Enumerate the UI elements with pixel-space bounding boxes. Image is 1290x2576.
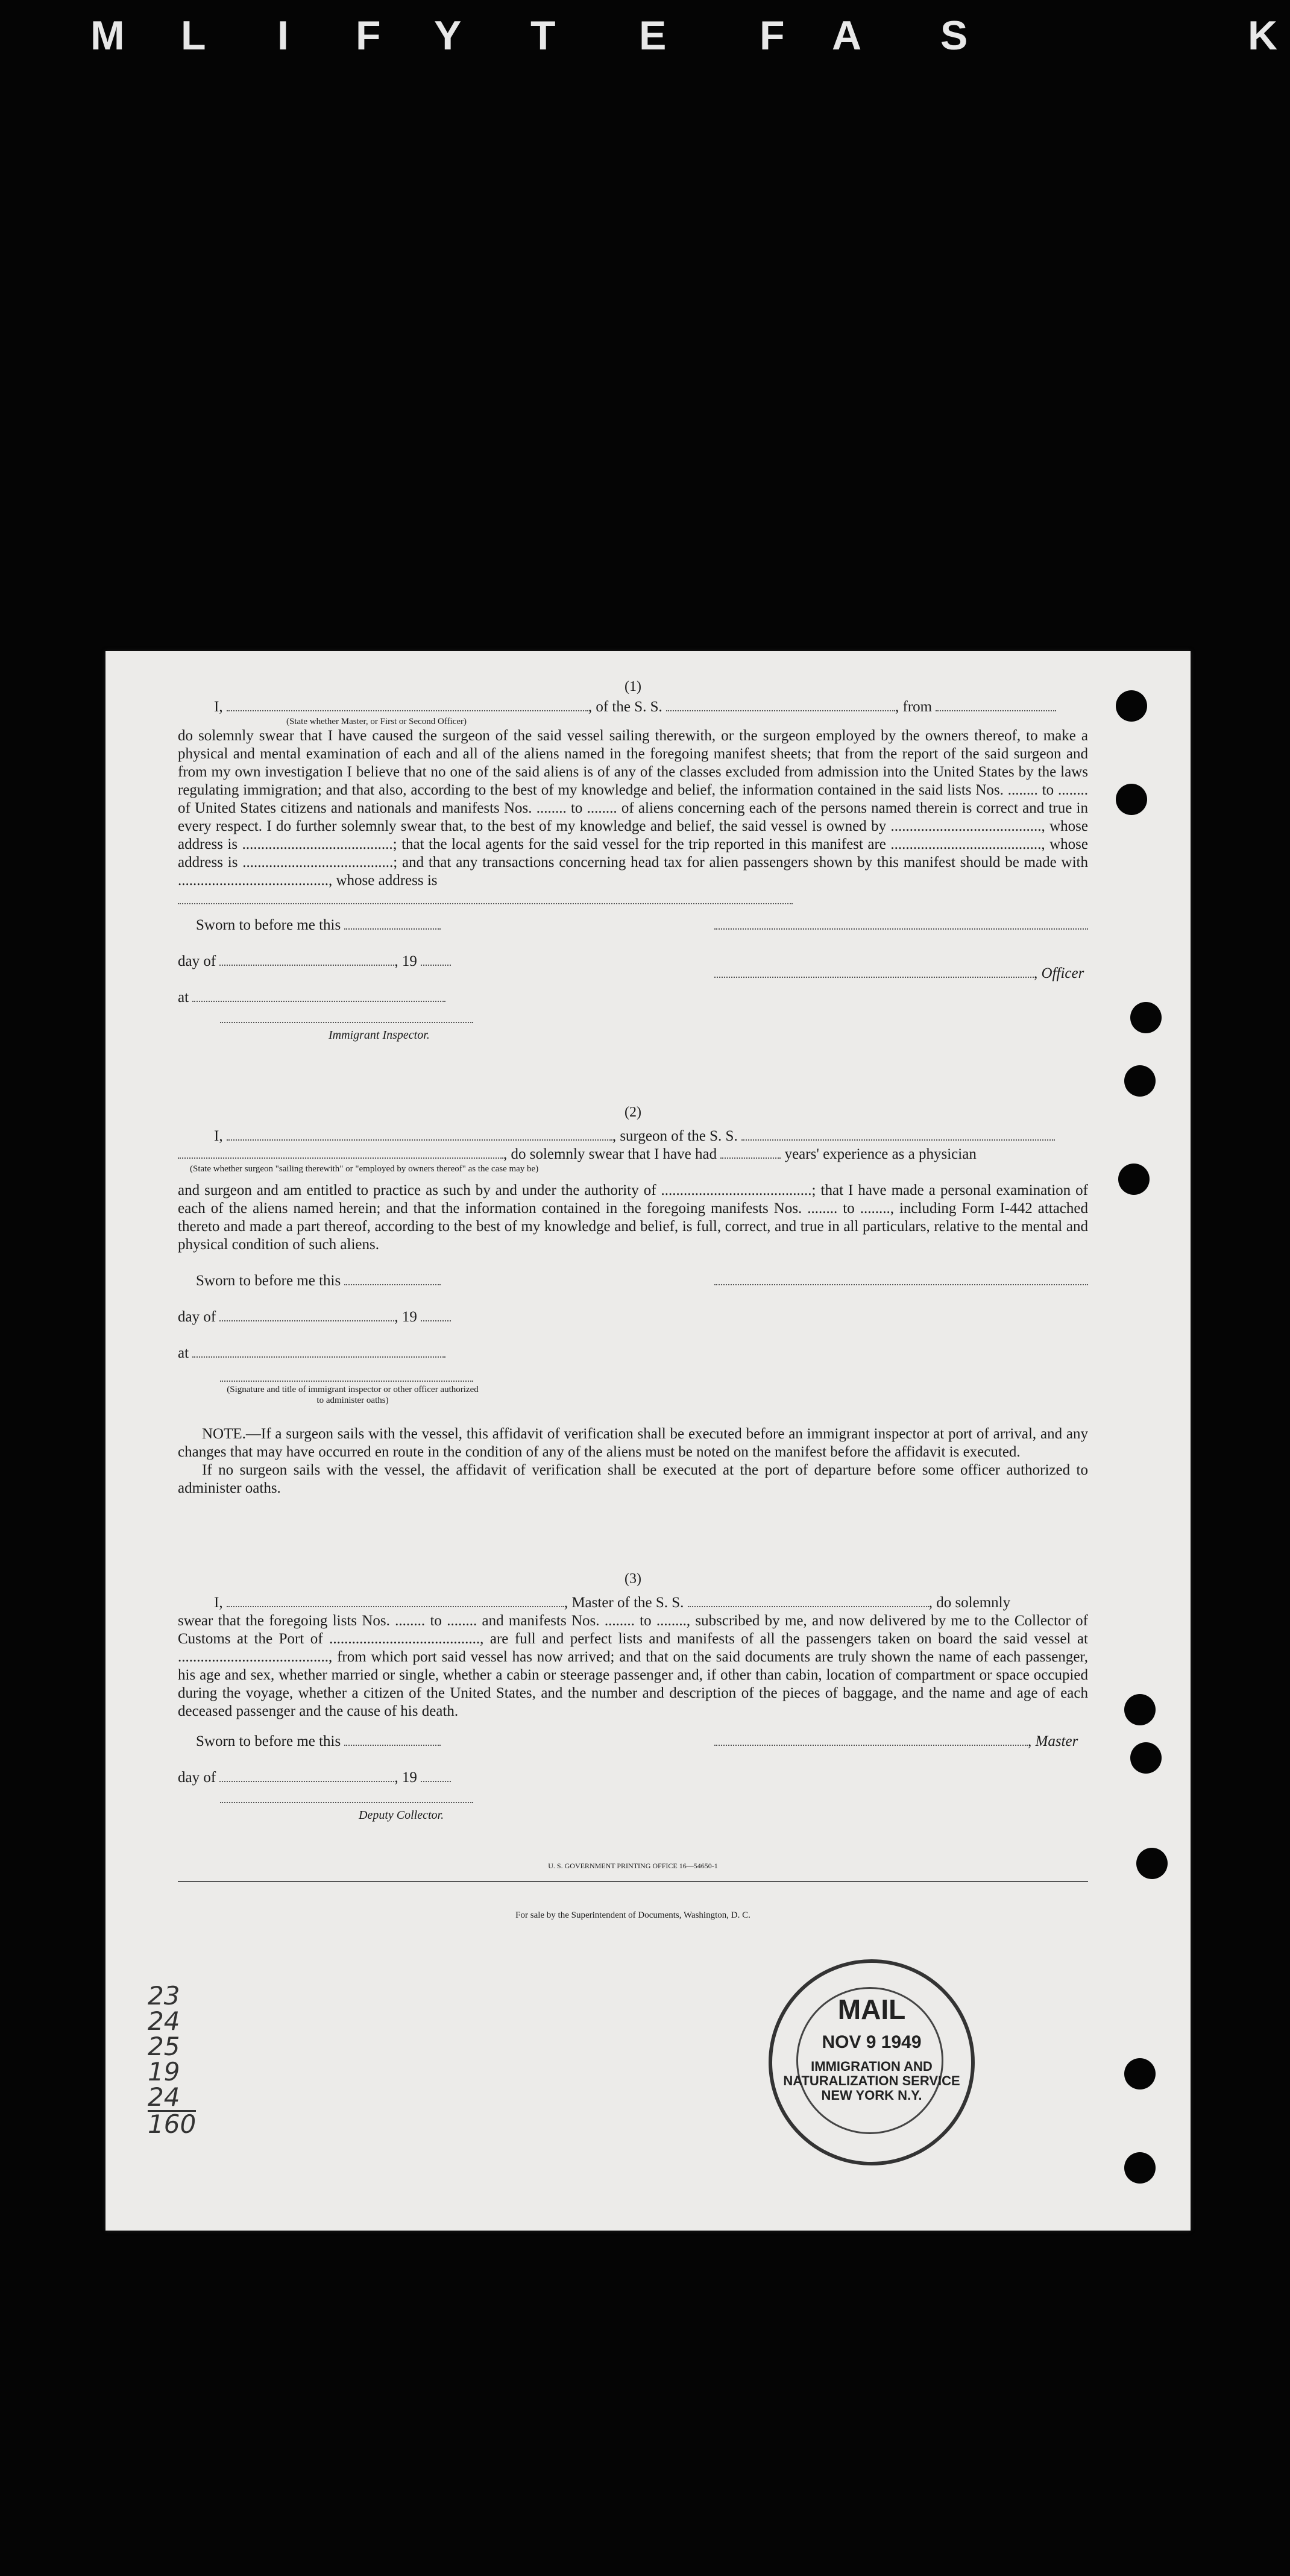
section-3-number: (3) <box>625 1571 641 1587</box>
section-2-number: (2) <box>625 1104 641 1120</box>
section-3-body: swear that the foregoing lists Nos. ........ to ........ and manifests Nos. ........ to ........, subscribed by me, and now delivered by me to the Collector of Customs at the Port of ........................................, are full and perfect lists and manifests of all the passengers taken on board the said vessel at ........................................, from which port said vessel has now arrived; and that on the said documents are truly shown the name of each passenger, his age and sex, whether married or single, whether a cabin or steerage passenger and, if other than cabin, location of compartment or space occupied during the voyage, whether a citizen of the United States, and the number and description of the pieces of baggage, and the name and age of each deceased passenger and the cause of his death. <box>178 1613 1088 1719</box>
mail-received-stamp: MAIL NOV 9 1949 IMMIGRATION AND NATURALIZATION SERVICE NEW YORK N.Y. <box>769 1959 975 2165</box>
film-letter: Y <box>434 13 462 58</box>
section-1-number: (1) <box>625 679 641 694</box>
address-blank <box>178 890 793 904</box>
surgeon-note: NOTE.—If a surgeon sails with the vessel, this affidavit of verification shall be executed before an immigrant inspector at port of arrival, and any changes that may have occurred en route in the condition of any of the aliens must be noted on the manifest before the affidavit is executed. <box>178 1426 1088 1460</box>
punch-hole <box>1124 1065 1156 1097</box>
film-letter: F <box>356 13 381 58</box>
master-label: , Master <box>1028 1733 1078 1749</box>
origin-port-blank <box>936 698 1056 711</box>
film-letter: F <box>760 13 785 58</box>
immigrant-inspector-label: Immigrant Inspector. <box>329 1028 430 1042</box>
section-2-signature-caption: (Signature and title of immigrant inspector or other officer authorized to administer oaths) <box>227 1385 479 1405</box>
master-name-blank <box>227 698 588 711</box>
section-2-signature-block: Sworn to before me this day of , 19 at (Signature and title of immigrant inspector or other officer authorized to administer oaths) <box>178 1266 1088 1423</box>
section-2-caption: (State whether surgeon "sailing therewith" or "employed by owners thereof" as the case may be) <box>190 1164 539 1174</box>
punch-hole <box>1136 1848 1168 1879</box>
punch-hole <box>1130 1002 1162 1033</box>
deputy-collector-label: Deputy Collector. <box>359 1809 444 1822</box>
section-3-heading-line: I, , Master of the S. S. , do solemnly <box>214 1595 1011 1611</box>
film-letter: K <box>1248 13 1278 58</box>
printing-office-line: U. S. GOVERNMENT PRINTING OFFICE 16—54650-1 <box>548 1862 718 1870</box>
punch-hole <box>1116 690 1147 722</box>
punch-hole <box>1124 2058 1156 2089</box>
punch-hole <box>1124 2152 1156 2184</box>
section-1-heading-line: I, , of the S. S. , from <box>178 698 1088 716</box>
punch-hole <box>1124 1694 1156 1725</box>
film-letter: E <box>639 13 667 58</box>
vessel-name-blank <box>741 1127 1055 1141</box>
film-letter: L <box>181 13 206 58</box>
section-1-body: do solemnly swear that I have caused the surgeon of the said vessel sailing therewith, or the surgeon employed by the owners thereof, to make a physical and mental examination of each and all of the aliens named in the foregoing manifest sheets; that from the report of the said surgeon and from my own investigation I believe that no one of the said aliens is of any of the classes excluded from admission into the United States by the laws regulating immigration; and that also, according to the best of my knowledge and belief, the information contained in the said lists Nos. ........ to ........ of United States citizens and nationals and manifests Nos. ........ to ........ of aliens concerning each of the persons named therein is correct and true in every respect. I do further solemnly swear that, to the best of my knowledge and belief, the said vessel is owned by ........................................, whose address is ........................................; that the local agents for the said vessel for the trip reported in this manifest are ........................................, whose address is ........................................; and that any transactions concerning head tax for alien passengers shown by this manifest should be made with ........................................, whose address is <box>178 728 1088 889</box>
vessel-name-blank <box>666 698 895 711</box>
affidavits <box>178 675 1088 1924</box>
film-letter: T <box>530 13 556 58</box>
section-2-swear-line: , do solemnly swear that I have had years' experience as a physician <box>178 1145 1088 1164</box>
film-edge-lettering <box>0 12 1290 66</box>
vessel-name-blank <box>688 1594 929 1607</box>
film-letter: S <box>940 13 968 58</box>
sale-notice: For sale by the Superintendent of Documents, Washington, D. C. <box>515 1910 750 1920</box>
section-2-body: and surgeon and am entitled to practice as such by and under the authority of ........................................; that I have made a personal examination of each of the aliens named herein; and that the information contained in the foregoing manifests Nos. ........ to ........, including Form I-442 attached thereto and made a part thereof, according to the best of my knowledge and belief, is full, correct, and true in all particulars, relative to the mental and physical condition of such aliens. <box>178 1182 1088 1253</box>
film-letter: I <box>277 13 289 58</box>
punch-hole <box>1116 784 1147 815</box>
punch-hole <box>1130 1742 1162 1774</box>
manifest-page <box>105 651 1191 2231</box>
handwritten-tally: 23 24 25 19 24 160 <box>148 1981 197 2139</box>
surgeon-note-2: If no surgeon sails with the vessel, the affidavit of verification shall be executed at the port of departure before some officer authorized to administer oaths. <box>178 1462 1088 1496</box>
section-2-heading-line: I, , surgeon of the S. S. <box>178 1127 1088 1145</box>
film-letter: A <box>832 13 862 58</box>
officer-label: , Officer <box>1034 965 1084 981</box>
section-3-signature-block: Sworn to before me this day of , 19 Deputy Collector. , Master <box>178 1733 1088 1853</box>
section-1-signature-block: Sworn to before me this day of , 19 at Immigrant Inspector. , Officer <box>178 910 1088 1067</box>
film-letter: M <box>90 13 125 58</box>
section-1-caption: (State whether Master, or First or Second Officer) <box>286 717 467 726</box>
punch-hole <box>1118 1164 1150 1195</box>
